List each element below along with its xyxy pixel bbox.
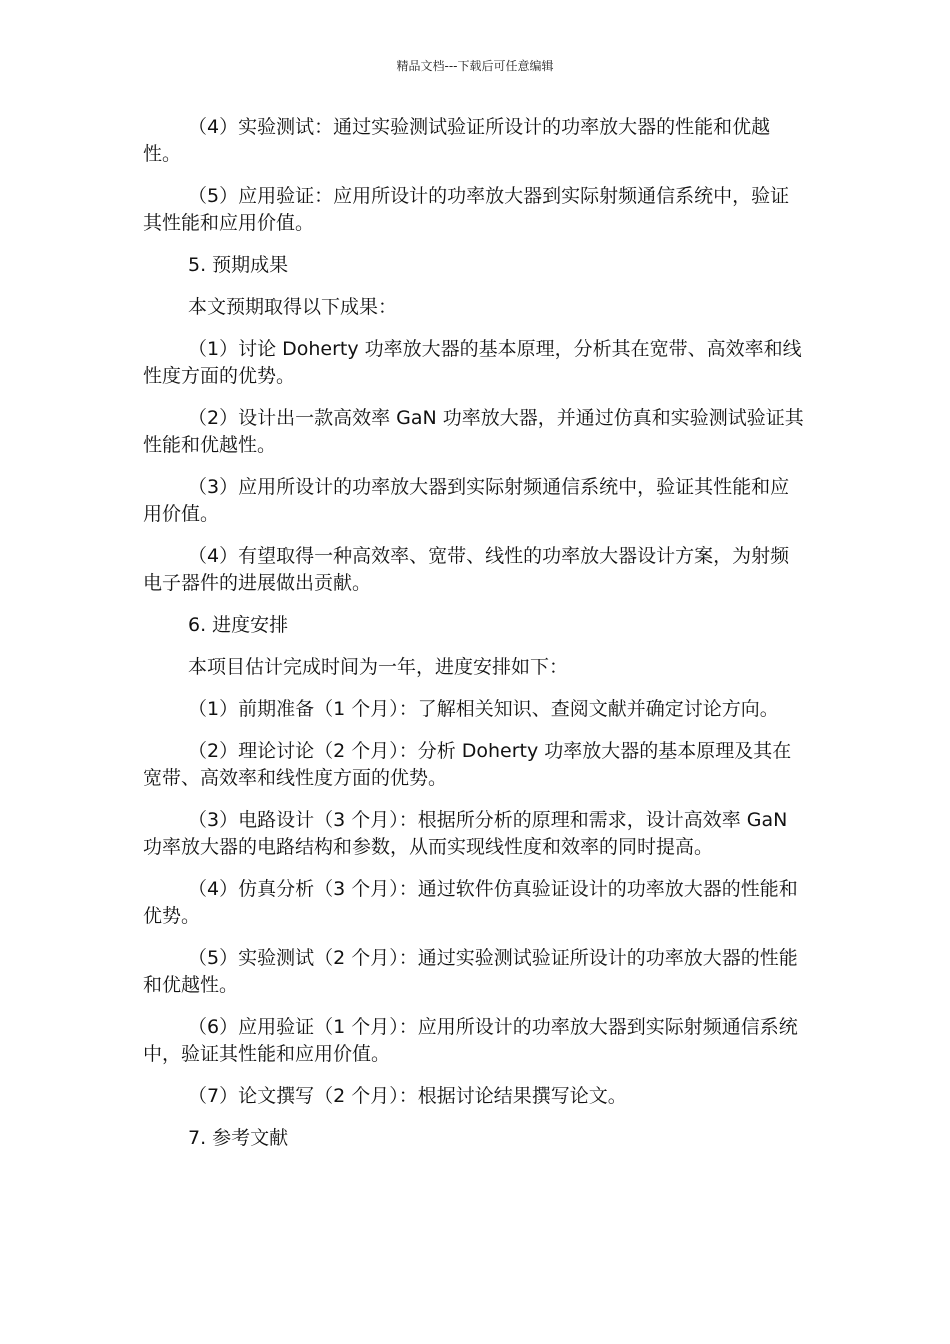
result-item-3: （3）应用所设计的功率放大器到实际射频通信系统中，验证其性能和应用价值。 bbox=[143, 476, 790, 525]
section-heading-references: 7. 参考文献 bbox=[188, 1127, 289, 1149]
result-item-1: （1）讨论 Doherty 功率放大器的基本原理，分析其在宽带、高效率和线性度方面的优势。 bbox=[143, 338, 802, 387]
paragraph-results-intro: 本文预期取得以下成果： bbox=[188, 296, 398, 318]
paragraph-experiment-test: （4）实验测试：通过实验测试验证所设计的功率放大器的性能和优越性。 bbox=[143, 116, 771, 165]
paragraph-schedule-intro: 本项目估计完成时间为一年，进度安排如下： bbox=[188, 656, 569, 678]
schedule-item-3: （3）电路设计（3 个月）：根据所分析的原理和需求，设计高效率 GaN 功率放大器的电路结构和参数，从而实现线性度和效率的同时提高。 bbox=[143, 809, 788, 858]
schedule-item-7: （7）论文撰写（2 个月）：根据讨论结果撰写论文。 bbox=[188, 1085, 627, 1107]
document-body bbox=[143, 114, 805, 1167]
section-heading-expected-results: 5. 预期成果 bbox=[188, 254, 289, 276]
schedule-item-5: （5）实验测试（2 个月）：通过实验测试验证所设计的功率放大器的性能和优越性。 bbox=[143, 947, 798, 996]
schedule-item-4: （4）仿真分析（3 个月）：通过软件仿真验证设计的功率放大器的性能和优势。 bbox=[143, 878, 798, 927]
schedule-item-6: （6）应用验证（1 个月）：应用所设计的功率放大器到实际射频通信系统中，验证其性能和应用价值。 bbox=[143, 1016, 798, 1065]
section-heading-schedule: 6. 进度安排 bbox=[188, 614, 289, 636]
result-item-4: （4）有望取得一种高效率、宽带、线性的功率放大器设计方案，为射频电子器件的进展做出贡献。 bbox=[143, 545, 790, 594]
paragraph-application-verify: （5）应用验证：应用所设计的功率放大器到实际射频通信系统中，验证其性能和应用价值。 bbox=[143, 185, 790, 234]
schedule-item-2: （2）理论讨论（2 个月）：分析 Doherty 功率放大器的基本原理及其在宽带、高效率和线性度方面的优势。 bbox=[143, 740, 792, 789]
schedule-item-1: （1）前期准备（1 个月）：了解相关知识、查阅文献并确定讨论方向。 bbox=[188, 698, 779, 720]
result-item-2: （2）设计出一款高效率 GaN 功率放大器，并通过仿真和实验测试验证其性能和优越性。 bbox=[143, 407, 804, 456]
page-header: 精品文档---下载后可任意编辑 bbox=[396, 59, 554, 73]
